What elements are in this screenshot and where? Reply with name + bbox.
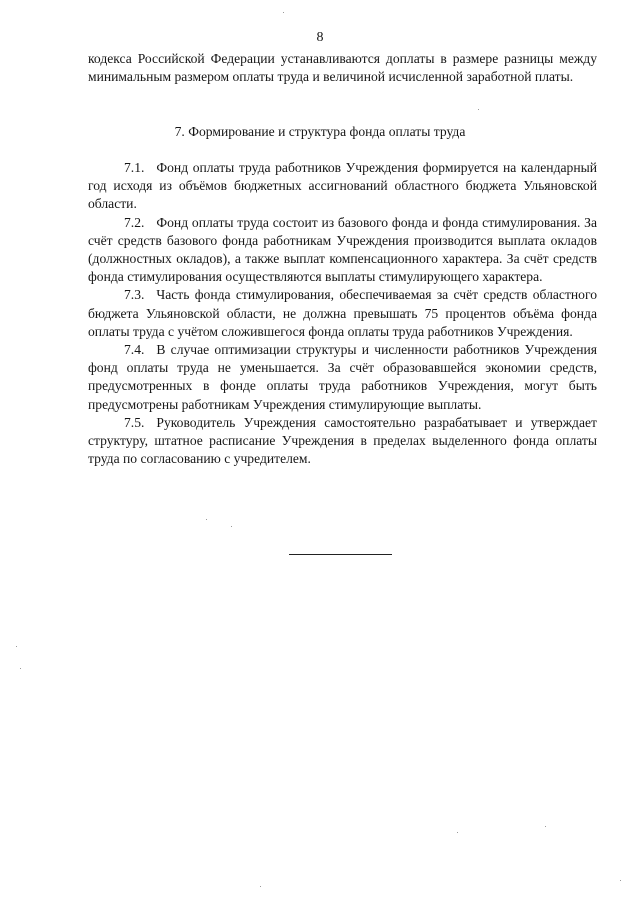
scan-speck — [545, 826, 546, 827]
paragraph-7-1 — [88, 159, 597, 214]
scan-speck — [16, 646, 17, 647]
paragraph-number: 7.3. — [124, 287, 145, 303]
intro-paragraph: кодекса Российской Федерации устанавливаются доплаты в размере разницы между минимальным размером оплаты труда и величиной исчисленной заработной платы. — [88, 51, 597, 85]
scan-speck — [620, 880, 621, 881]
section-heading: 7. Формирование и структура фонда оплаты труда — [174, 124, 466, 139]
page-number: 8 — [316, 30, 324, 45]
scan-speck — [20, 668, 21, 669]
scan-speck — [206, 519, 207, 520]
section-paragraphs — [88, 159, 597, 468]
scan-speck — [260, 886, 261, 887]
paragraph-text: Фонд оплаты труда состоит из базового фонда и фонда стимулирования. За счёт средств базового фонда работникам Учреждения производится выплата окладов (должностных окладов), а также выплат компенсационного характера. За счёт средств фонда стимулирования осуществляются выплаты стимулирующего характера. — [88, 214, 597, 285]
paragraph-7-2 — [88, 214, 597, 287]
paragraph-number: 7.4. — [124, 342, 145, 358]
paragraph-7-4 — [88, 341, 597, 414]
scan-speck — [478, 109, 479, 110]
paragraph-7-3 — [88, 286, 597, 341]
scan-speck — [283, 12, 284, 13]
paragraph-text: Руководитель Учреждения самостоятельно разрабатывает и утверждает структуру, штатное расписание Учреждения в пределах выделенного фонда оплаты труда по согласованию с учредителем. — [88, 414, 597, 467]
scan-speck — [457, 832, 458, 833]
scan-speck — [231, 526, 232, 527]
paragraph-number: 7.2. — [124, 214, 145, 230]
paragraph-number: 7.1. — [124, 160, 145, 175]
paragraph-text: Фонд оплаты труда работников Учреждения формируется на календарный год исходя из объёмов бюджетных ассигнований областного бюджета Ульяновской области. — [88, 160, 597, 212]
paragraph-text: Часть фонда стимулирования, обеспечиваемая за счёт средств областного бюджета Ульяновской области, не должна превышать 75 процентов объёма фонда оплаты труда с учётом сложившегося фонда оплаты труда работников Учреждения. — [88, 287, 597, 339]
paragraph-number: 7.5. — [124, 414, 145, 430]
paragraph-text: В случае оптимизации структуры и численности работников Учреждения фонд оплаты труда не уменьшается. За счёт образовавшейся экономии средств, предусмотренных в фонде оплаты труда работников Учреждения, могут быть предусмотрены работникам Учреждения стимулирующие выплаты. — [88, 342, 597, 412]
paragraph-7-5 — [88, 414, 597, 469]
closing-rule — [289, 554, 392, 555]
